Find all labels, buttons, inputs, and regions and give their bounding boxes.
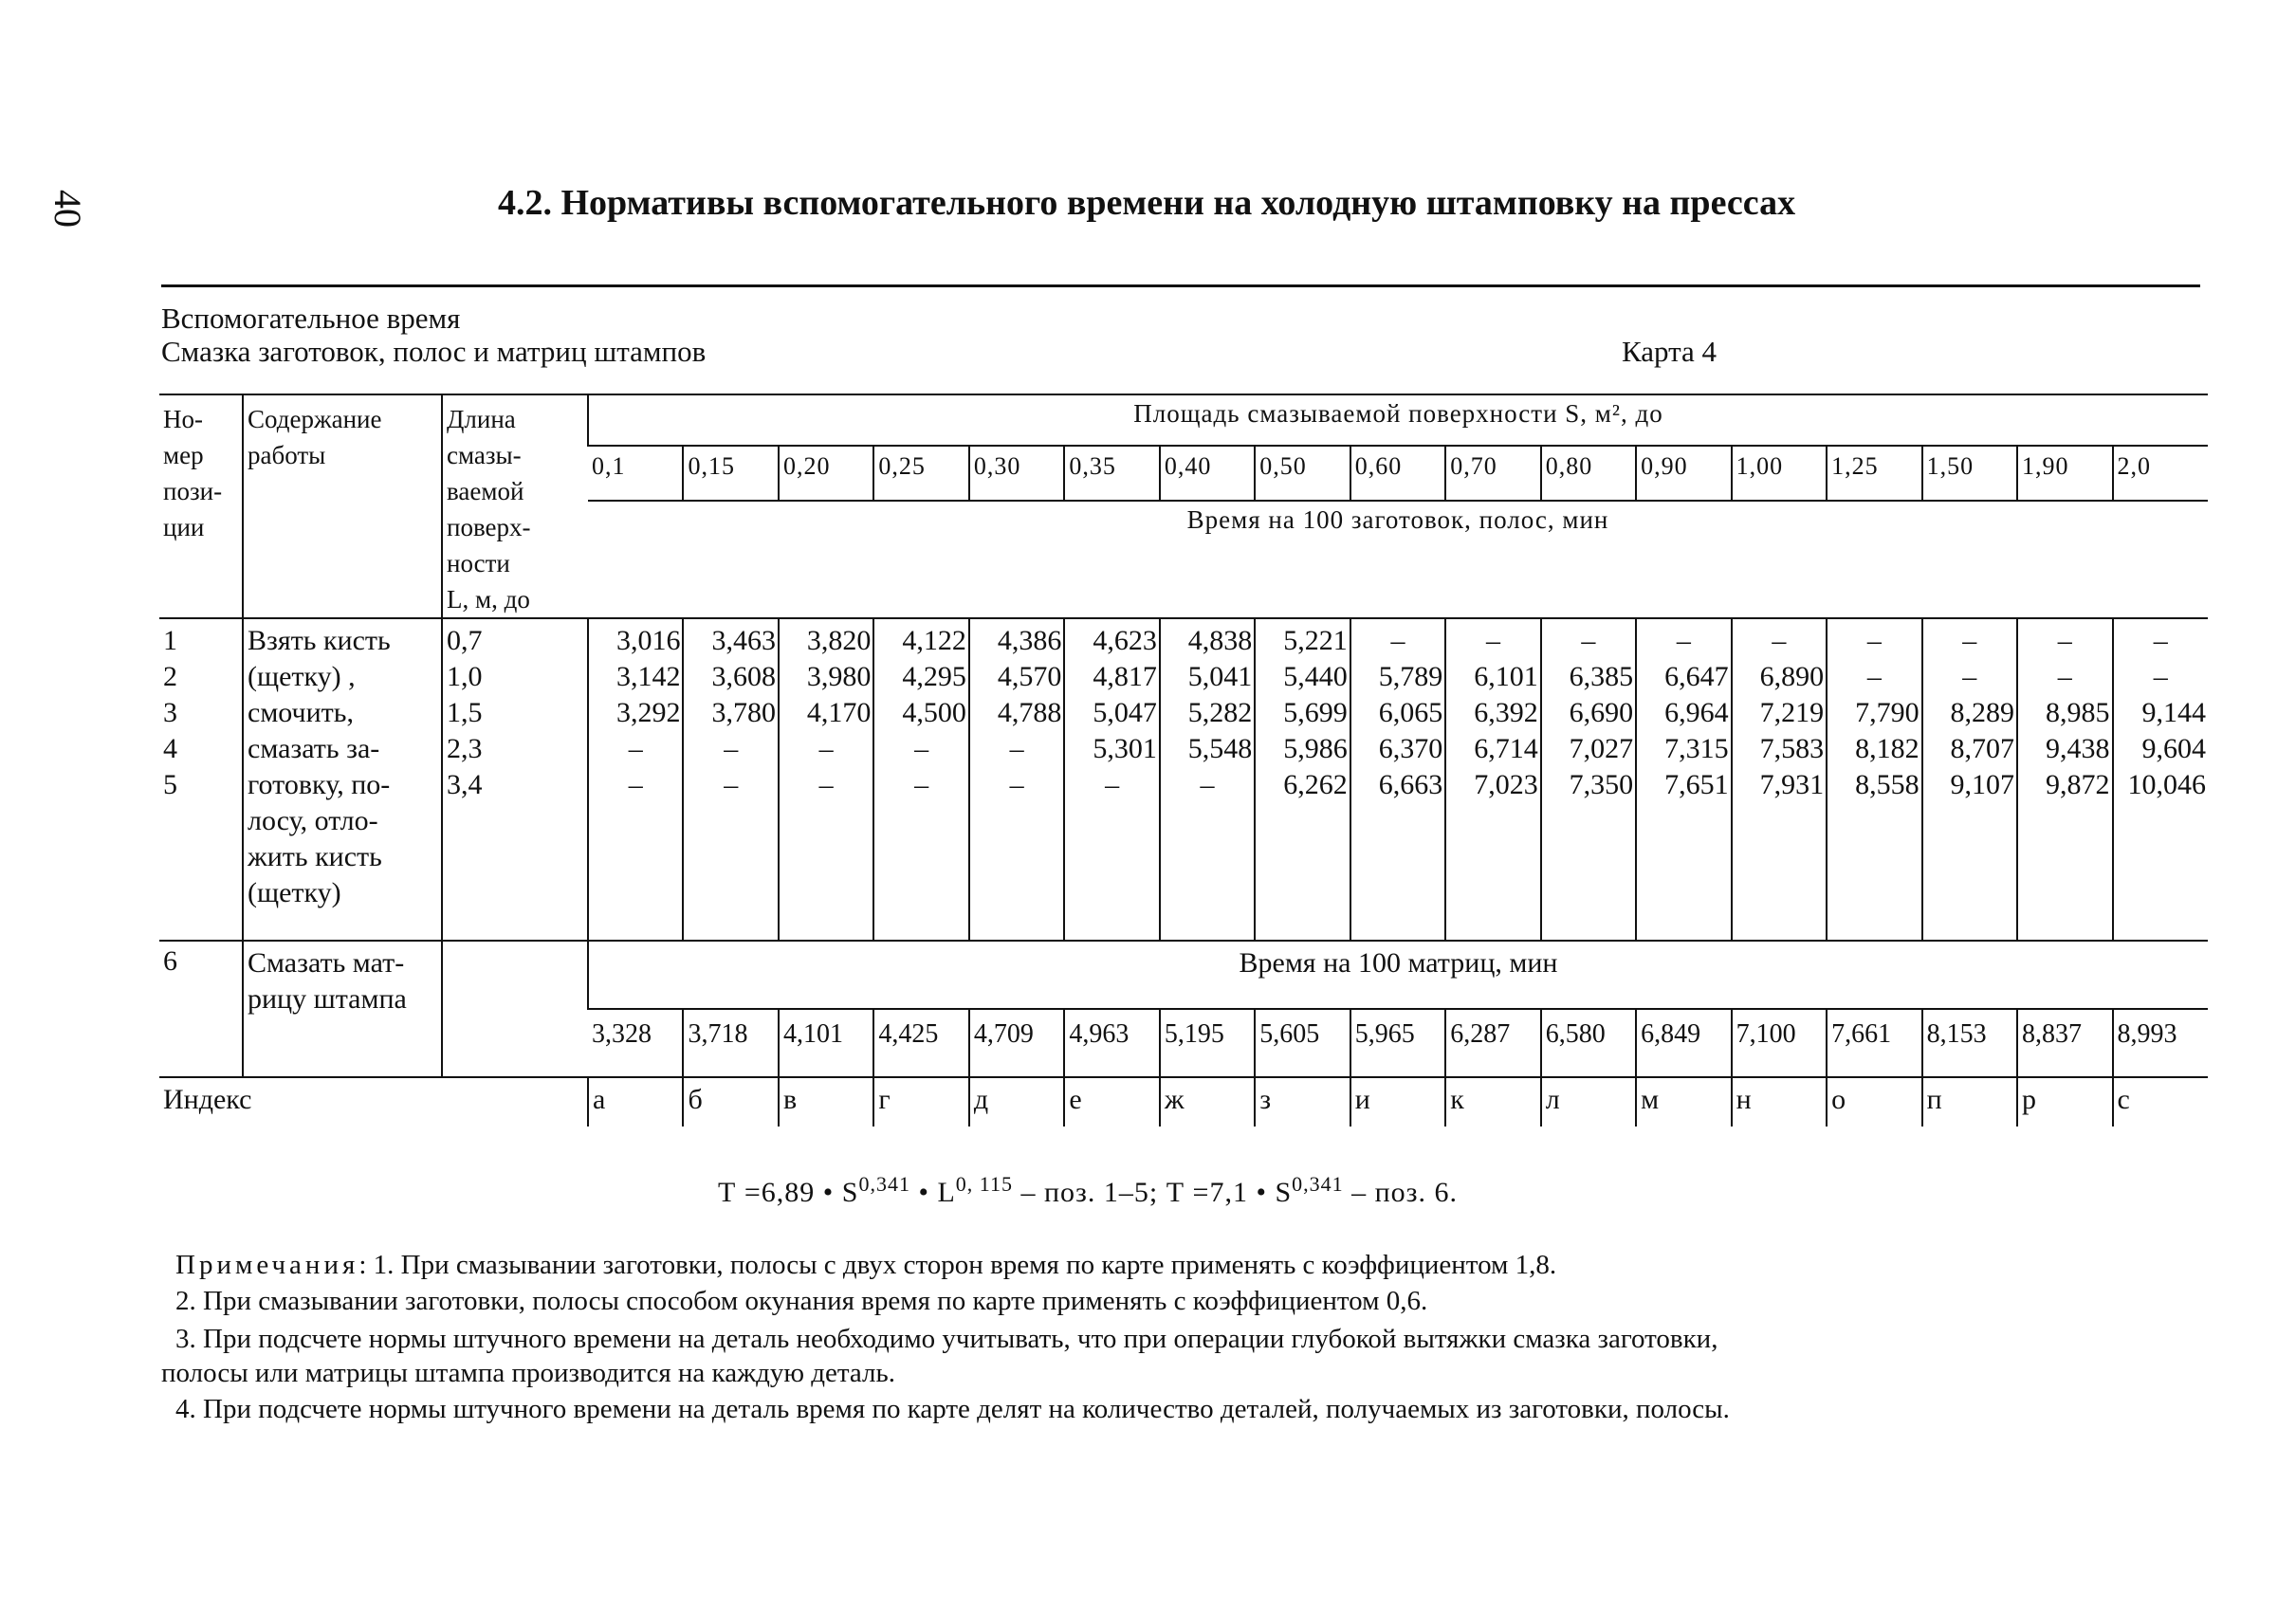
col-length-label: ности (447, 549, 510, 577)
table-cell-value: 5,986 (1283, 733, 1348, 764)
table-cell-value: 6,647 (1664, 661, 1729, 692)
table-cell-value: – (914, 733, 929, 764)
table-cell-value: 5,282 (1187, 697, 1253, 728)
note-2: 2. При смазывании заготовки, полосы способом окунания время по карте применять с коэффициентом 0,6. (175, 1286, 1428, 1316)
table-cell-value: – (1866, 625, 1882, 656)
table-cell-value: 8,985 (2046, 697, 2110, 728)
value-column (683, 618, 778, 941)
table-cell-value: 4,170 (806, 697, 872, 728)
table-cell-value: – (724, 733, 739, 764)
table-cell-value: – (914, 769, 929, 800)
col-work-label: Содержание (248, 405, 382, 433)
value-column (1636, 618, 1731, 941)
table-cell-value: 6,065 (1378, 697, 1443, 728)
value-column (779, 618, 873, 941)
col-position-label: мер (163, 441, 204, 469)
index-row (159, 1077, 2208, 1127)
formula-part-4: – поз. 6. (1343, 1177, 1459, 1208)
table-cell-value: 6,964 (1664, 697, 1729, 728)
table-row-positions-1-5 (159, 618, 2208, 941)
value-column (1541, 618, 1636, 941)
die-value: 5,605 (1255, 1009, 1350, 1077)
table-cell-value: – (1866, 661, 1882, 692)
notes-label: Примечания (175, 1250, 359, 1280)
page-title: 4.2. Нормативы вспомогательного времени на холодную штамповку на прессах (498, 183, 1796, 223)
work-line: готовку, по- (248, 769, 391, 800)
s-value: 0,90 (1636, 446, 1731, 501)
s-value: 0,20 (779, 446, 873, 501)
table-cell-value: 4,817 (1093, 661, 1157, 692)
position-6: 6 (159, 941, 243, 1077)
s-value: 0,70 (1445, 446, 1540, 501)
note-3: 3. При подсчете нормы штучного времени на деталь необходимо учитывать, что при операции глубокой вытяжки смазка заготовки, (175, 1324, 1718, 1354)
position-number: 3 (163, 697, 177, 728)
s-value: 0,80 (1541, 446, 1636, 501)
table-cell-value: – (1105, 769, 1120, 800)
work-line: лосу, отло- (248, 805, 378, 836)
time-header-dies: Время на 100 матриц, мин (588, 941, 2208, 1009)
table-cell-value: 6,392 (1474, 697, 1538, 728)
table-cell-value: 4,295 (902, 661, 966, 692)
lengths-1-5 (442, 618, 588, 941)
note-4: 4. При подсчете нормы штучного времени на деталь время по карте делят на количество деталей, получаемых из заготовки, полосы. (175, 1394, 1730, 1424)
die-value: 8,153 (1922, 1009, 2017, 1077)
note-1 (175, 1250, 1556, 1281)
table-cell-value: 9,438 (2046, 733, 2110, 764)
position-number: 5 (163, 769, 177, 800)
position-number: 2 (163, 661, 177, 692)
table-cell-value: – (628, 733, 643, 764)
index-letter: г (873, 1077, 968, 1127)
time-header-blanks: Время на 100 заготовок, полос, мин (1186, 504, 1609, 534)
work-line: смазать за- (248, 733, 380, 764)
index-letter: е (1064, 1077, 1159, 1127)
index-letter: а (588, 1077, 683, 1127)
die-value: 5,195 (1160, 1009, 1255, 1077)
value-column (2017, 618, 2112, 941)
table-cell-value: – (1390, 625, 1405, 656)
value-column (873, 618, 968, 941)
note-1-text: : 1. При смазывании заготовки, полосы с двух сторон время по карте применять с коэффициентом 1,8. (358, 1250, 1557, 1280)
work-description-6 (243, 941, 442, 1077)
table-cell-value: 9,144 (2141, 697, 2206, 728)
header-line-2: Смазка заготовок, полос и матриц штампов (161, 335, 707, 368)
table-cell-value: 5,699 (1283, 697, 1348, 728)
work-line: (щетку) (248, 877, 341, 908)
norms-table (159, 394, 2208, 1127)
formula-exp-3: 0,341 (1292, 1172, 1344, 1196)
s-value: 0,30 (969, 446, 1064, 501)
table-cell-value: 6,663 (1378, 769, 1443, 800)
table-cell-value: – (1009, 733, 1024, 764)
work-description-1-5 (243, 618, 442, 941)
index-letter: ж (1160, 1077, 1255, 1127)
col-work-label: работы (248, 441, 326, 469)
value-column (1064, 618, 1159, 941)
table-cell-value: 6,714 (1474, 733, 1538, 764)
table-cell-value: – (1772, 625, 1787, 656)
table-cell-value: 5,301 (1093, 733, 1157, 764)
table-cell-value: – (818, 733, 834, 764)
s-value: 1,50 (1922, 446, 2017, 501)
value-column (1922, 618, 2017, 941)
header-spacer-cell (588, 547, 2208, 618)
value-column (2113, 618, 2209, 941)
s-value: 1,25 (1827, 446, 1921, 501)
index-letter: и (1350, 1077, 1445, 1127)
col-length-label: смазы- (447, 441, 522, 469)
index-letter: з (1255, 1077, 1350, 1127)
table-cell-value: 7,027 (1569, 733, 1634, 764)
position-number: 4 (163, 733, 177, 764)
top-divider (161, 284, 2200, 287)
col-position-label: Но- (163, 405, 203, 433)
table-cell-value: 4,838 (1187, 625, 1253, 656)
work-line: Взять кисть (248, 625, 391, 656)
table-cell-value: 7,583 (1759, 733, 1825, 764)
table-cell-value: 3,980 (806, 661, 872, 692)
length-6-empty (442, 941, 588, 1077)
length-value: 2,3 (447, 733, 483, 764)
die-value: 8,993 (2113, 1009, 2209, 1077)
table-cell-value: 8,289 (1950, 697, 2015, 728)
s-value: 0,15 (683, 446, 778, 501)
die-value: 6,849 (1636, 1009, 1731, 1077)
table-cell-value: 6,890 (1759, 661, 1825, 692)
table-cell-value: – (2153, 625, 2168, 656)
table-cell-value: 3,608 (711, 661, 776, 692)
col-work-header (243, 394, 442, 618)
table-cell-value: – (628, 769, 643, 800)
table-cell-value: 8,558 (1855, 769, 1919, 800)
work-line: рицу штампа (248, 983, 407, 1015)
col-length-label: поверх- (447, 513, 531, 541)
die-value: 6,580 (1541, 1009, 1636, 1077)
table-cell-value: 7,023 (1474, 769, 1538, 800)
table-cell-value: 7,219 (1759, 697, 1825, 728)
s-value: 0,1 (588, 446, 683, 501)
s-value: 0,35 (1064, 446, 1159, 501)
table-cell-value: 7,931 (1759, 769, 1825, 800)
table-cell-value: 6,101 (1474, 661, 1538, 692)
table-cell-value: 6,385 (1569, 661, 1634, 692)
formula-part-2: • L (909, 1177, 956, 1208)
table-cell-value: 9,872 (2046, 769, 2110, 800)
position-number: 1 (163, 625, 177, 656)
index-letter: к (1445, 1077, 1540, 1127)
page-number: 40 (46, 190, 89, 228)
table-cell-value: 3,780 (711, 697, 776, 728)
index-letter: н (1732, 1077, 1827, 1127)
table-cell-value: 3,463 (711, 625, 776, 656)
value-column (1445, 618, 1540, 941)
die-value: 4,709 (969, 1009, 1064, 1077)
index-label: Индекс (163, 1084, 252, 1115)
table-cell-value: 9,604 (2141, 733, 2206, 764)
value-column (588, 618, 683, 941)
table-cell-value: – (1485, 625, 1500, 656)
s-value: 0,25 (873, 446, 968, 501)
die-value: 7,100 (1732, 1009, 1827, 1077)
value-column (1827, 618, 1921, 941)
table-cell-value: 3,292 (615, 697, 681, 728)
s-value: 1,90 (2017, 446, 2112, 501)
value-column (1160, 618, 1255, 941)
length-value: 0,7 (447, 625, 483, 656)
length-value: 1,0 (447, 661, 483, 692)
s-value: 2,0 (2113, 446, 2209, 501)
die-value: 3,328 (588, 1009, 683, 1077)
table-cell-value: – (1962, 661, 1977, 692)
table-cell-value: – (724, 769, 739, 800)
value-column (1350, 618, 1445, 941)
table-cell-value: – (1962, 625, 1977, 656)
s-value: 0,40 (1160, 446, 1255, 501)
work-line: смочить, (248, 697, 354, 728)
index-letter: б (683, 1077, 778, 1127)
work-line: жить кисть (248, 841, 382, 872)
col-position-header (159, 394, 243, 618)
note-3-continued: полосы или матрицы штампа производится на каждую деталь. (161, 1358, 896, 1388)
index-letter: п (1922, 1077, 2017, 1127)
table-cell-value: 6,690 (1569, 697, 1634, 728)
value-column (1732, 618, 1827, 941)
header-row-area (159, 394, 2208, 446)
table-row-position-6 (159, 941, 2208, 1009)
table-cell-value: 5,440 (1283, 661, 1348, 692)
formula-part-1: Т =6,89 • S (718, 1177, 859, 1208)
s-value: 0,60 (1350, 446, 1445, 501)
table-cell-value: – (1676, 625, 1691, 656)
die-value: 4,101 (779, 1009, 873, 1077)
value-column (1255, 618, 1350, 941)
table-cell-value: 7,651 (1664, 769, 1729, 800)
index-letter: с (2113, 1077, 2209, 1127)
index-letter: р (2017, 1077, 2112, 1127)
table-cell-value: 4,788 (997, 697, 1062, 728)
col-length-header (442, 394, 588, 618)
value-column (969, 618, 1064, 941)
card-label: Карта 4 (1622, 335, 1717, 368)
table-cell-value: 5,221 (1283, 625, 1348, 656)
table-cell-value: – (2057, 625, 2072, 656)
die-value: 4,425 (873, 1009, 968, 1077)
table-cell-value: 4,570 (997, 661, 1062, 692)
s-value: 0,50 (1255, 446, 1350, 501)
formula (718, 1172, 1458, 1209)
table-cell-value: 4,500 (902, 697, 966, 728)
work-line: (щетку) , (248, 661, 356, 692)
table-cell-value: – (2153, 661, 2168, 692)
col-length-label: ваемой (447, 477, 524, 505)
col-position-label: пози- (163, 477, 223, 505)
die-value: 5,965 (1350, 1009, 1445, 1077)
table-cell-value: 8,182 (1855, 733, 1919, 764)
col-position-label: ции (163, 513, 205, 541)
col-length-label: L, м, до (447, 585, 530, 614)
table-cell-value: 9,107 (1950, 769, 2015, 800)
table-cell-value: 5,041 (1187, 661, 1253, 692)
table-cell-value: 5,047 (1093, 697, 1157, 728)
s-value: 1,00 (1732, 446, 1827, 501)
table-cell-value: 4,623 (1093, 625, 1157, 656)
table-cell-value: 6,262 (1283, 769, 1348, 800)
die-value: 4,963 (1064, 1009, 1159, 1077)
work-line: Смазать мат- (248, 947, 405, 979)
index-letter: м (1636, 1077, 1731, 1127)
table-cell-value: 5,789 (1378, 661, 1443, 692)
table-cell-value: 8,707 (1950, 733, 2015, 764)
index-letter: о (1827, 1077, 1921, 1127)
table-cell-value: 3,016 (615, 625, 681, 656)
formula-part-3: – поз. 1–5; Т =7,1 • S (1012, 1177, 1293, 1208)
table-cell-value: 4,122 (902, 625, 966, 656)
table-cell-value: – (2057, 661, 2072, 692)
index-letter: в (779, 1077, 873, 1127)
die-value: 8,837 (2017, 1009, 2112, 1077)
length-value: 3,4 (447, 769, 483, 800)
die-value: 3,718 (683, 1009, 778, 1077)
table-cell-value: 7,315 (1664, 733, 1729, 764)
die-value: 7,661 (1827, 1009, 1921, 1077)
area-header: Площадь смазываемой поверхности S, м², до (588, 394, 2208, 446)
index-letter: д (969, 1077, 1064, 1127)
length-value: 1,5 (447, 697, 483, 728)
table-cell-value: 5,548 (1187, 733, 1253, 764)
table-cell-value: – (1009, 769, 1024, 800)
table-cell-value: 7,790 (1855, 697, 1919, 728)
formula-exp-2: 0, 115 (955, 1172, 1013, 1196)
index-letter: л (1541, 1077, 1636, 1127)
table-cell-value: 3,142 (615, 661, 681, 692)
die-value: 6,287 (1445, 1009, 1540, 1077)
table-cell-value: 6,370 (1378, 733, 1443, 764)
table-cell-value: 10,046 (2127, 769, 2206, 800)
table-cell-value: – (1200, 769, 1215, 800)
col-length-label: Длина (447, 405, 516, 433)
header-line-1: Вспомогательное время (161, 302, 461, 335)
positions-1-5 (159, 618, 243, 941)
table-cell-value: 4,386 (997, 625, 1062, 656)
table-cell-value: 7,350 (1569, 769, 1634, 800)
table-cell-value: – (818, 769, 834, 800)
table-cell-value: – (1581, 625, 1596, 656)
formula-exp-1: 0,341 (858, 1172, 910, 1196)
table-cell-value: 3,820 (806, 625, 872, 656)
